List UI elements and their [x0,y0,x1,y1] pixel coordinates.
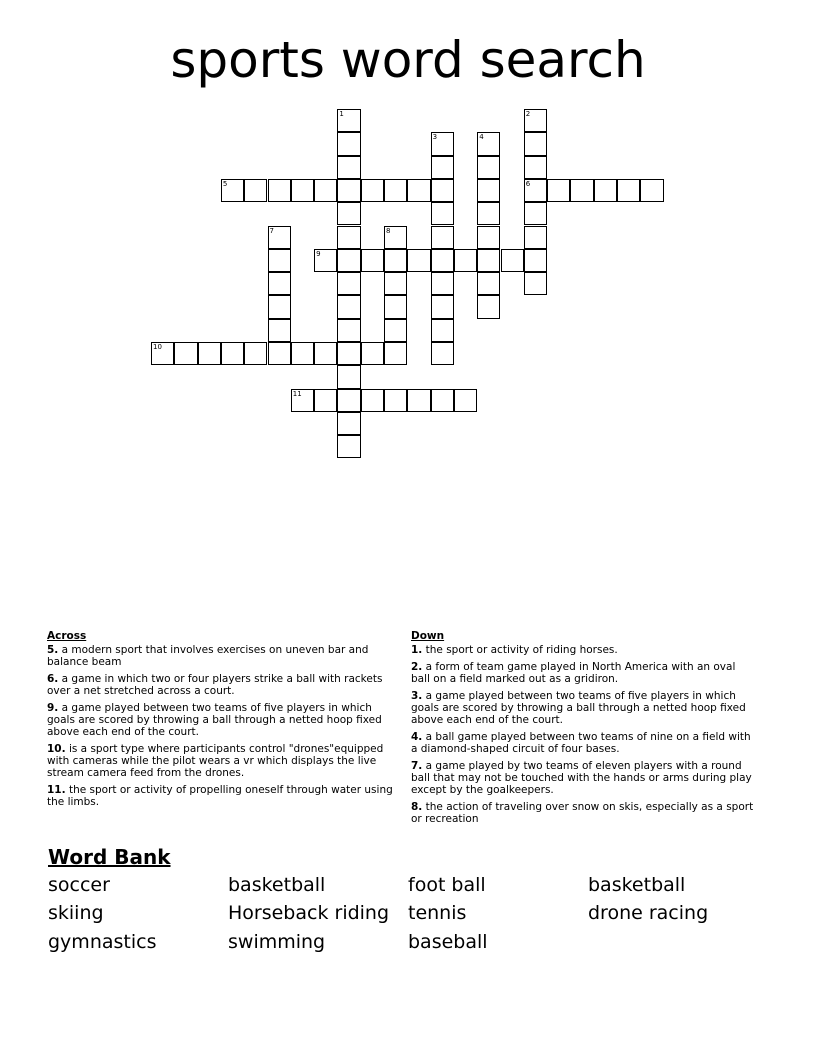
grid-cell[interactable] [524,109,547,132]
grid-cell[interactable] [384,226,407,249]
grid-cell[interactable] [337,249,360,272]
clue-text: is a sport type where participants control "drones"equipped with cameras while the pilot wears a vr which displays the live stream camera feed from the drones. [47,743,384,779]
grid-cell[interactable] [337,435,360,458]
cell-number: 9 [316,249,321,258]
across-clue [47,673,397,697]
grid-cell[interactable] [268,226,291,249]
cell-number: 2 [525,110,531,118]
grid-cell[interactable] [198,342,221,365]
word-bank-item: foot ball [408,874,486,896]
grid-cell[interactable] [244,342,267,365]
down-clue [411,731,756,755]
grid-cell[interactable] [291,342,314,365]
grid-cell[interactable] [524,272,547,295]
clue-number: 6. [47,673,59,685]
page-title: sports word search [170,31,646,89]
across-clue [47,644,397,668]
across-clue [47,784,397,808]
grid-cell[interactable] [244,179,267,202]
clue-number: 4. [411,731,423,743]
grid-cell[interactable] [477,272,500,295]
grid-cell[interactable] [314,179,337,202]
grid-cell[interactable] [337,156,360,179]
grid-cell[interactable] [384,295,407,318]
grid-cell[interactable] [268,179,291,202]
grid-cell[interactable] [291,389,314,412]
clue-text: the sport or activity of riding horses. [422,644,618,656]
grid-cell[interactable] [268,272,291,295]
grid-cell[interactable] [477,156,500,179]
grid-cell[interactable] [314,249,337,272]
grid-cell[interactable] [337,272,360,295]
clue-text: a form of team game played in North America with an oval ball on a field marked out as a gridiron. [411,661,736,685]
grid-cell[interactable] [221,342,244,365]
across-heading: Across [47,630,87,642]
word-bank-item: tennis [408,902,467,924]
grid-cell[interactable] [524,132,547,155]
down-clues [411,630,756,830]
grid-cell[interactable] [454,389,477,412]
clue-text: a game played between two teams of five players in which goals are scored by throwing a ball through a netted hoop fixed above each end of the court. [411,690,746,726]
cell-number: 1 [339,110,344,118]
clue-text: a modern sport that involves exercises on uneven bar and balance beam [47,644,369,668]
grid-cell[interactable] [384,342,407,365]
down-clue [411,801,756,825]
grid-cell[interactable] [431,202,454,225]
across-clue [47,702,397,738]
clue-number: 3. [411,690,423,702]
grid-cell[interactable] [337,202,360,225]
grid-cell[interactable] [384,319,407,342]
grid-cell[interactable] [594,179,617,202]
grid-cell[interactable] [384,272,407,295]
word-bank-item: drone racing [588,902,709,924]
grid-cell[interactable] [291,179,314,202]
grid-cell[interactable] [337,179,360,202]
grid-cell[interactable] [431,249,454,272]
grid-cell[interactable] [337,295,360,318]
grid-cell[interactable] [524,202,547,225]
word-bank-title: Word Bank [48,845,171,869]
grid-cell[interactable] [431,156,454,179]
grid-cell[interactable] [314,389,337,412]
cell-number: 8 [386,226,391,235]
grid-cell[interactable] [314,342,337,365]
grid-cell[interactable] [477,249,500,272]
grid-cell[interactable] [431,226,454,249]
grid-cell[interactable] [524,226,547,249]
grid-cell[interactable] [337,109,360,132]
grid-cell[interactable] [337,365,360,388]
grid-cell[interactable] [337,389,360,412]
word-bank-item: baseball [408,931,488,953]
grid-cell[interactable] [547,179,570,202]
grid-cell[interactable] [407,249,430,272]
grid-cell[interactable] [477,179,500,202]
grid-cell[interactable] [570,179,593,202]
down-clue [411,690,756,726]
grid-cell[interactable] [384,179,407,202]
grid-cell[interactable] [337,319,360,342]
grid-cell[interactable] [361,179,384,202]
word-bank-item: swimming [228,931,326,953]
clue-text: a game played by two teams of eleven players with a round ball that may not be touched with the hands or arms during play except by the goalkeepers. [411,760,752,796]
across-clue [47,743,397,779]
across-clues [47,630,397,813]
cell-number: 11 [292,389,302,398]
clue-number: 1. [411,644,423,656]
grid-cell[interactable] [337,342,360,365]
grid-cell[interactable] [174,342,197,365]
cell-number: 6 [525,179,531,188]
grid-cell[interactable] [384,249,407,272]
grid-cell[interactable] [431,272,454,295]
clue-number: 11. [47,784,66,796]
grid-cell[interactable] [524,249,547,272]
grid-cell[interactable] [431,319,454,342]
word-bank-item: basketball [228,874,326,896]
clue-text: a game played between two teams of five players in which goals are scored by throwing a ball through a netted hoop fixed above each end of the court. [47,702,382,738]
grid-cell[interactable] [151,342,174,365]
grid-cell[interactable] [501,249,524,272]
grid-cell[interactable] [407,389,430,412]
cell-number: 7 [269,226,274,235]
cell-number: 4 [479,133,484,142]
grid-cell[interactable] [524,179,547,202]
grid-cell[interactable] [431,179,454,202]
grid-cell[interactable] [337,132,360,155]
grid-cell[interactable] [337,226,360,249]
grid-cell[interactable] [477,132,500,155]
grid-cell[interactable] [617,179,640,202]
grid-cell[interactable] [524,156,547,179]
word-bank-item: soccer [48,874,110,896]
cell-number: 10 [153,343,162,351]
grid-cell[interactable] [268,249,291,272]
grid-cell[interactable] [361,249,384,272]
clue-number: 7. [411,760,423,772]
grid-cell[interactable] [477,226,500,249]
crossword-grid [0,0,816,480]
cell-number: 5 [222,179,228,188]
grid-cell[interactable] [640,179,663,202]
grid-cell[interactable] [361,389,384,412]
clue-number: 10. [47,743,66,755]
word-bank-item: gymnastics [48,931,157,953]
grid-cell[interactable] [221,179,244,202]
grid-cell[interactable] [268,342,291,365]
grid-cell[interactable] [477,202,500,225]
word-bank-item: basketball [588,874,686,896]
grid-cell[interactable] [337,412,360,435]
down-heading: Down [411,630,445,642]
clue-text: a game in which two or four players strike a ball with rackets over a net stretched across a court. [47,673,383,697]
grid-cell[interactable] [268,319,291,342]
grid-cell[interactable] [431,295,454,318]
down-clue [411,644,756,656]
grid-cell[interactable] [431,132,454,155]
clue-number: 5. [47,644,59,656]
clue-text: the action of traveling over snow on skis, especially as a sport or recreation [411,801,754,825]
clue-number: 8. [411,801,423,813]
grid-cell[interactable] [361,342,384,365]
clue-number: 9. [47,702,59,714]
grid-cell[interactable] [431,342,454,365]
clue-number: 2. [411,661,423,673]
grid-cell[interactable] [268,295,291,318]
word-bank-item: Horseback riding [228,902,390,924]
grid-cell[interactable] [477,295,500,318]
grid-cell[interactable] [454,249,477,272]
grid-cell[interactable] [384,389,407,412]
clue-text: the sport or activity of propelling oneself through water using the limbs. [47,784,393,808]
grid-cell[interactable] [431,389,454,412]
word-bank-item: skiing [48,902,104,924]
cell-number: 3 [432,133,438,142]
down-clue [411,760,756,796]
clue-text: a ball game played between two teams of nine on a field with a diamond-shaped circuit of four bases. [411,731,751,755]
grid-cell[interactable] [407,179,430,202]
down-clue [411,661,756,685]
